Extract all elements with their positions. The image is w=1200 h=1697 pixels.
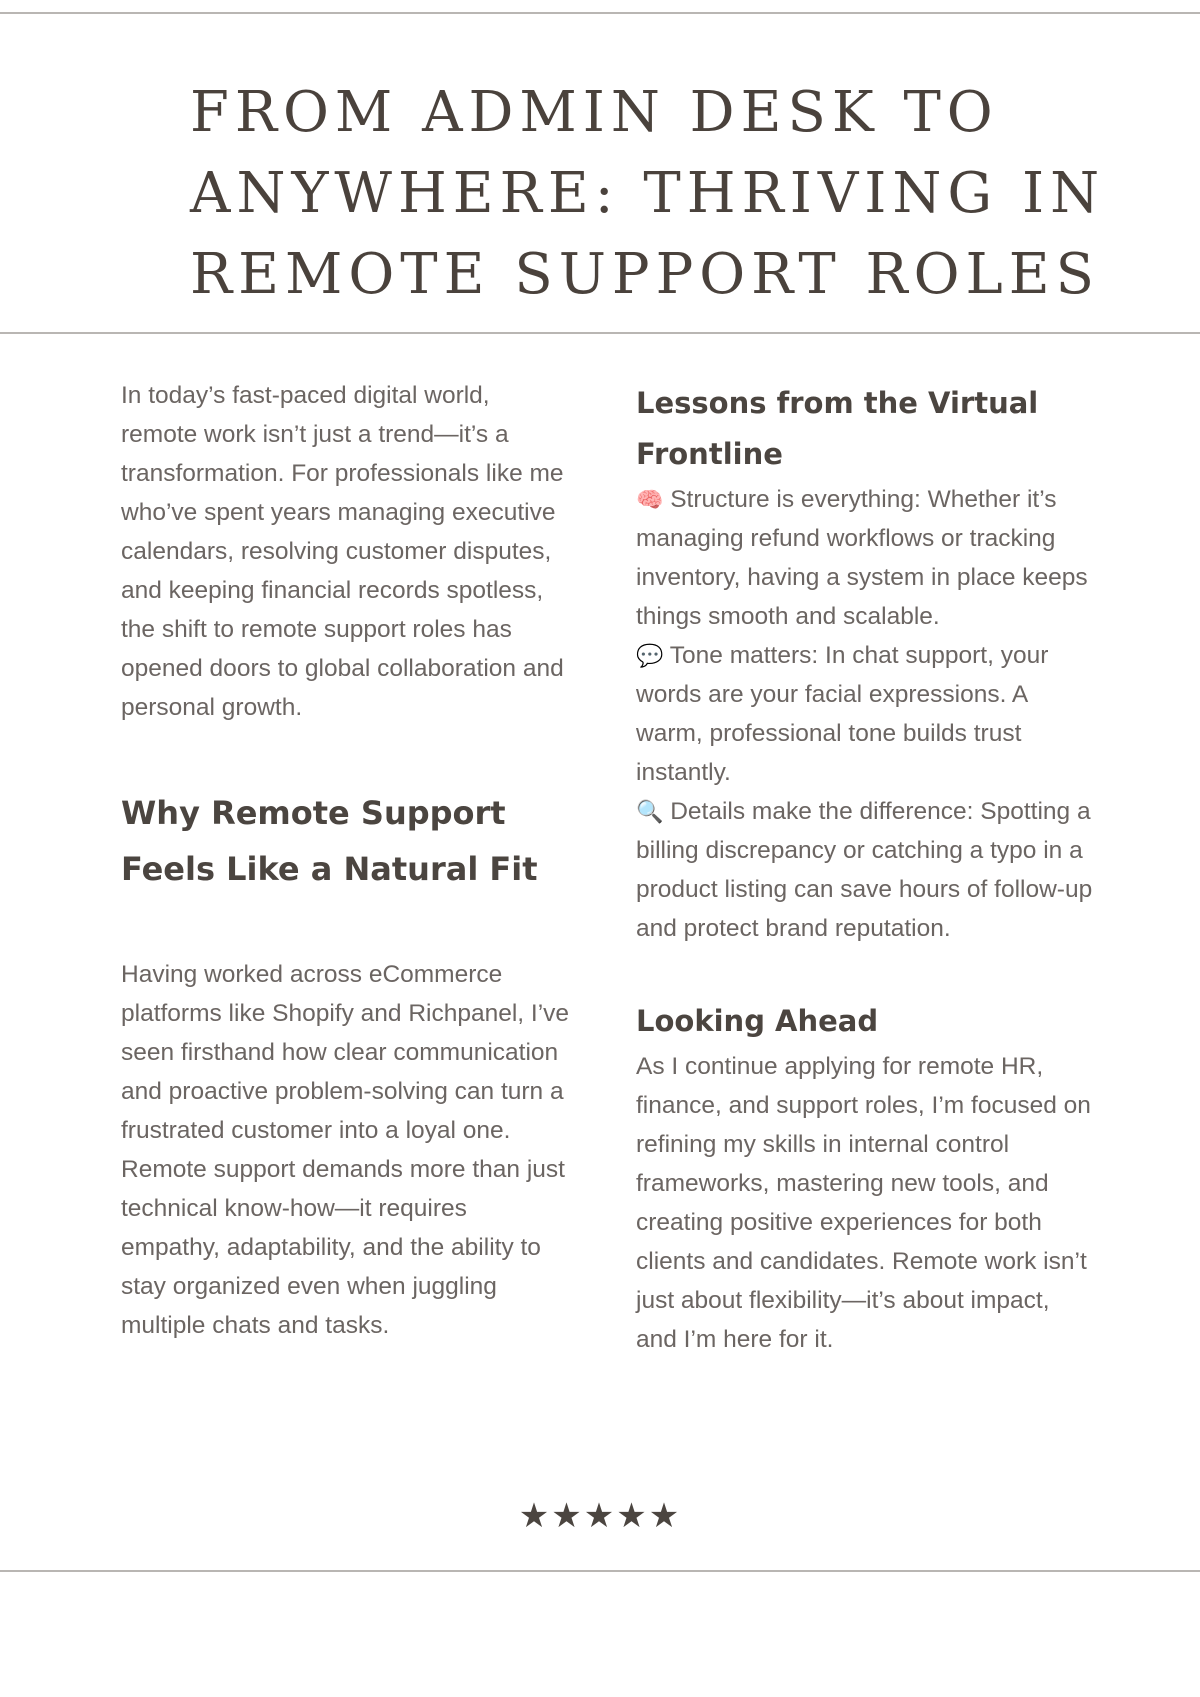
lesson-item-tone — [636, 636, 1096, 792]
intro-paragraph: In today’s fast-paced digital world, remote work isn’t just a trend—it’s a transformation. For professionals like me who’ve spent years managing executive calendars, resolving customer disputes, and keeping financial records spotless, the shift to remote support roles has opened doors to global collaboration and personal growth. — [121, 382, 564, 721]
top-divider — [0, 12, 1200, 14]
lesson-item-structure — [636, 480, 1096, 636]
brain-icon: 🧠 — [636, 487, 664, 512]
section-heading-looking-ahead: Looking Ahead — [636, 1004, 879, 1038]
lesson-text: Details make the difference: Spotting a billing discrepancy or catching a typo in a product listing can save hours of follow-up and protect brand reputation. — [636, 798, 1093, 942]
magnifier-icon: 🔍 — [636, 799, 664, 824]
looking-ahead-paragraph: As I continue applying for remote HR, finance, and support roles, I’m focused on refining my skills in internal control frameworks, mastering new tools, and creating positive experiences for both clients and candidates. Remote work isn’t just about flexibility—it’s about impact, and I’m here for it. — [636, 1053, 1091, 1353]
speech-bubble-icon: 💬 — [636, 643, 664, 668]
why-remote-paragraph: Having worked across eCommerce platforms like Shopify and Richpanel, I’ve seen firsthand how clear communication and proactive problem-solving can turn a frustrated customer into a loyal one. Remote support demands more than just technical know-how—it requires empathy, adaptability, and the ability to stay organized even when juggling multiple chats and tasks. — [121, 961, 570, 1339]
lesson-text: Structure is everything: Whether it’s managing refund workflows or tracking inventory, having a system in place keeps things smooth and scalable. — [636, 486, 1088, 630]
title-divider — [0, 332, 1200, 334]
page-title: FROM ADMIN DESK TO ANYWHERE: THRIVING IN REMOTE SUPPORT ROLES — [190, 80, 1106, 307]
bottom-divider — [0, 1570, 1200, 1572]
lesson-text: Tone matters: In chat support, your words are your facial expressions. A warm, professional tone builds trust instantly. — [636, 642, 1049, 786]
section-heading-lessons: Lessons from the Virtual Frontline — [636, 386, 1039, 471]
section-heading-why-remote: Why Remote Support Feels Like a Natural Fit — [121, 794, 538, 888]
left-column — [121, 376, 571, 1345]
lesson-item-details — [636, 792, 1096, 948]
right-column — [636, 378, 1096, 1359]
star-rating-icon: ★★★★★ — [518, 1496, 682, 1536]
